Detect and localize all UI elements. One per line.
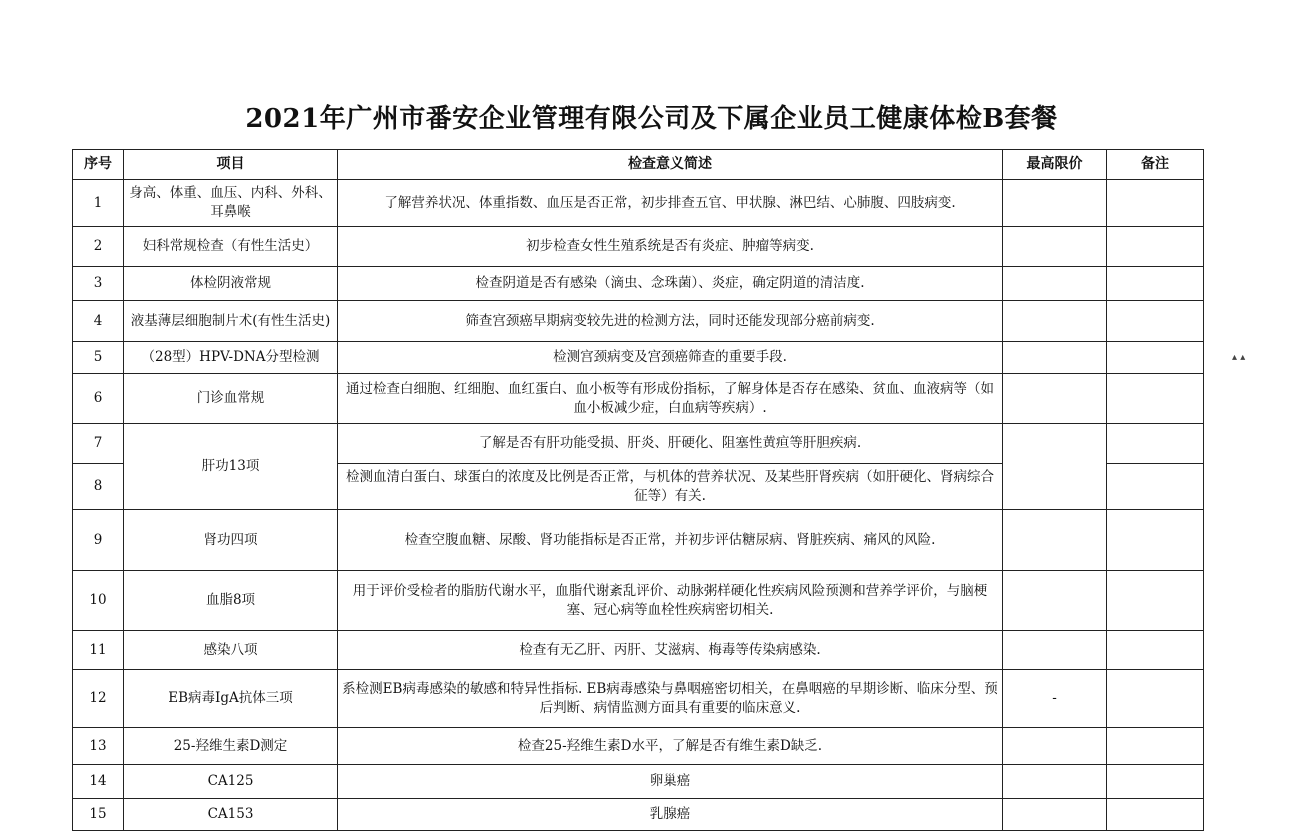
row-desc: 检查25-羟维生素D水平，了解是否有维生素D缺乏. [338, 728, 1003, 765]
table-row [73, 670, 1204, 728]
row-no: 14 [73, 765, 124, 799]
row-item: （28型）HPV-DNA分型检测 [124, 342, 338, 374]
row-remark [1107, 301, 1204, 342]
row-item: 身高、体重、血压、内科、外科、耳鼻喉 [124, 180, 338, 227]
row-remark [1107, 670, 1204, 728]
row-max-price [1003, 180, 1107, 227]
row-desc: 了解营养状况、体重指数、血压是否正常，初步排查五官、甲状腺、淋巴结、心肺腹、四肢病变. [338, 180, 1003, 227]
table-row [73, 765, 1204, 799]
row-item: 血脂8项 [124, 571, 338, 631]
row-max-price [1003, 765, 1107, 799]
row-desc: 检测血清白蛋白、球蛋白的浓度及比例是否正常，与机体的营养状况、及某些肝肾疾病（如肝硬化、肾病综合征等）有关. [338, 464, 1003, 510]
row-desc: 通过检查白细胞、红细胞、血红蛋白、血小板等有形成份指标，了解身体是否存在感染、贫血、血液病等（如血小板减少症，白血病等疾病）. [338, 374, 1003, 424]
table-row [73, 301, 1204, 342]
row-no: 6 [73, 374, 124, 424]
row-remark [1107, 227, 1204, 267]
row-item: 体检阴液常规 [124, 267, 338, 301]
table-row [73, 180, 1204, 227]
row-remark [1107, 267, 1204, 301]
row-item: 肝功13项 [124, 424, 338, 510]
row-max-price: - [1003, 670, 1107, 728]
row-remark [1107, 728, 1204, 765]
table-row [73, 631, 1204, 670]
table-row [73, 571, 1204, 631]
row-no: 5 [73, 342, 124, 374]
row-item: CA153 [124, 799, 338, 831]
row-desc: 系检测EB病毒感染的敏感和特异性指标. EB病毒感染与鼻咽癌密切相关，在鼻咽癌的早期诊断、临床分型、预后判断、病情监测方面具有重要的临床意义. [338, 670, 1003, 728]
table-row [73, 799, 1204, 831]
exam-table [72, 149, 1204, 831]
row-remark [1107, 799, 1204, 831]
row-remark [1107, 374, 1204, 424]
row-max-price [1003, 301, 1107, 342]
row-item: 肾功四项 [124, 510, 338, 571]
table-row [73, 227, 1204, 267]
row-max-price [1003, 728, 1107, 765]
row-item: 液基薄层细胞制片术(有性生活史) [124, 301, 338, 342]
row-remark [1107, 342, 1204, 374]
row-desc: 乳腺癌 [338, 799, 1003, 831]
row-no: 3 [73, 267, 124, 301]
row-max-price [1003, 374, 1107, 424]
header-item: 项目 [124, 150, 338, 180]
row-item: CA125 [124, 765, 338, 799]
row-desc: 检查空腹血糖、尿酸、肾功能指标是否正常，并初步评估糖尿病、肾脏疾病、痛风的风险. [338, 510, 1003, 571]
row-max-price [1003, 571, 1107, 631]
row-item: EB病毒IgA抗体三项 [124, 670, 338, 728]
row-item: 妇科常规检查（有性生活史） [124, 227, 338, 267]
table-row [73, 510, 1204, 571]
row-max-price [1003, 631, 1107, 670]
row-no: 4 [73, 301, 124, 342]
row-desc: 检测宫颈病变及宫颈癌筛查的重要手段. [338, 342, 1003, 374]
row-max-price [1003, 424, 1107, 510]
row-max-price [1003, 267, 1107, 301]
row-desc: 卵巢癌 [338, 765, 1003, 799]
header-row [73, 150, 1204, 180]
row-item: 门诊血常规 [124, 374, 338, 424]
row-remark [1107, 464, 1204, 510]
row-no: 8 [73, 464, 124, 510]
row-max-price [1003, 227, 1107, 267]
row-max-price [1003, 799, 1107, 831]
row-remark [1107, 631, 1204, 670]
row-no: 11 [73, 631, 124, 670]
row-desc: 了解是否有肝功能受损、肝炎、肝硬化、阻塞性黄疸等肝胆疾病. [338, 424, 1003, 464]
row-no: 1 [73, 180, 124, 227]
row-desc: 检查有无乙肝、丙肝、艾滋病、梅毒等传染病感染. [338, 631, 1003, 670]
row-max-price [1003, 342, 1107, 374]
row-remark [1107, 765, 1204, 799]
table-row [73, 267, 1204, 301]
header-remark: 备注 [1107, 150, 1204, 180]
row-no: 7 [73, 424, 124, 464]
row-remark [1107, 571, 1204, 631]
row-no: 15 [73, 799, 124, 831]
row-desc: 用于评价受检者的脂肪代谢水平，血脂代谢紊乱评价、动脉粥样硬化性疾病风险预测和营养学评价，与脑梗塞、冠心病等血栓性疾病密切相关. [338, 571, 1003, 631]
scan-specks: ▴ ▴ [1232, 352, 1246, 363]
table-row [73, 342, 1204, 374]
table-row [73, 374, 1204, 424]
row-remark [1107, 180, 1204, 227]
row-item: 感染八项 [124, 631, 338, 670]
header-max-price: 最高限价 [1003, 150, 1107, 180]
row-remark [1107, 510, 1204, 571]
table-row [73, 728, 1204, 765]
row-max-price [1003, 510, 1107, 571]
row-no: 9 [73, 510, 124, 571]
row-desc: 初步检查女性生殖系统是否有炎症、肿瘤等病变. [338, 227, 1003, 267]
header-no: 序号 [73, 150, 124, 180]
row-no: 10 [73, 571, 124, 631]
row-no: 12 [73, 670, 124, 728]
row-item: 25-羟维生素D测定 [124, 728, 338, 765]
row-remark [1107, 424, 1204, 464]
row-desc: 检查阴道是否有感染（滴虫、念珠菌）、炎症，确定阴道的清洁度. [338, 267, 1003, 301]
page-title: 2021年广州市番安企业管理有限公司及下属企业员工健康体检B套餐 [245, 104, 1058, 134]
row-no: 2 [73, 227, 124, 267]
table-row [73, 424, 1204, 464]
header-desc: 检查意义简述 [338, 150, 1003, 180]
row-desc: 筛查宫颈癌早期病变较先进的检测方法，同时还能发现部分癌前病变. [338, 301, 1003, 342]
row-no: 13 [73, 728, 124, 765]
